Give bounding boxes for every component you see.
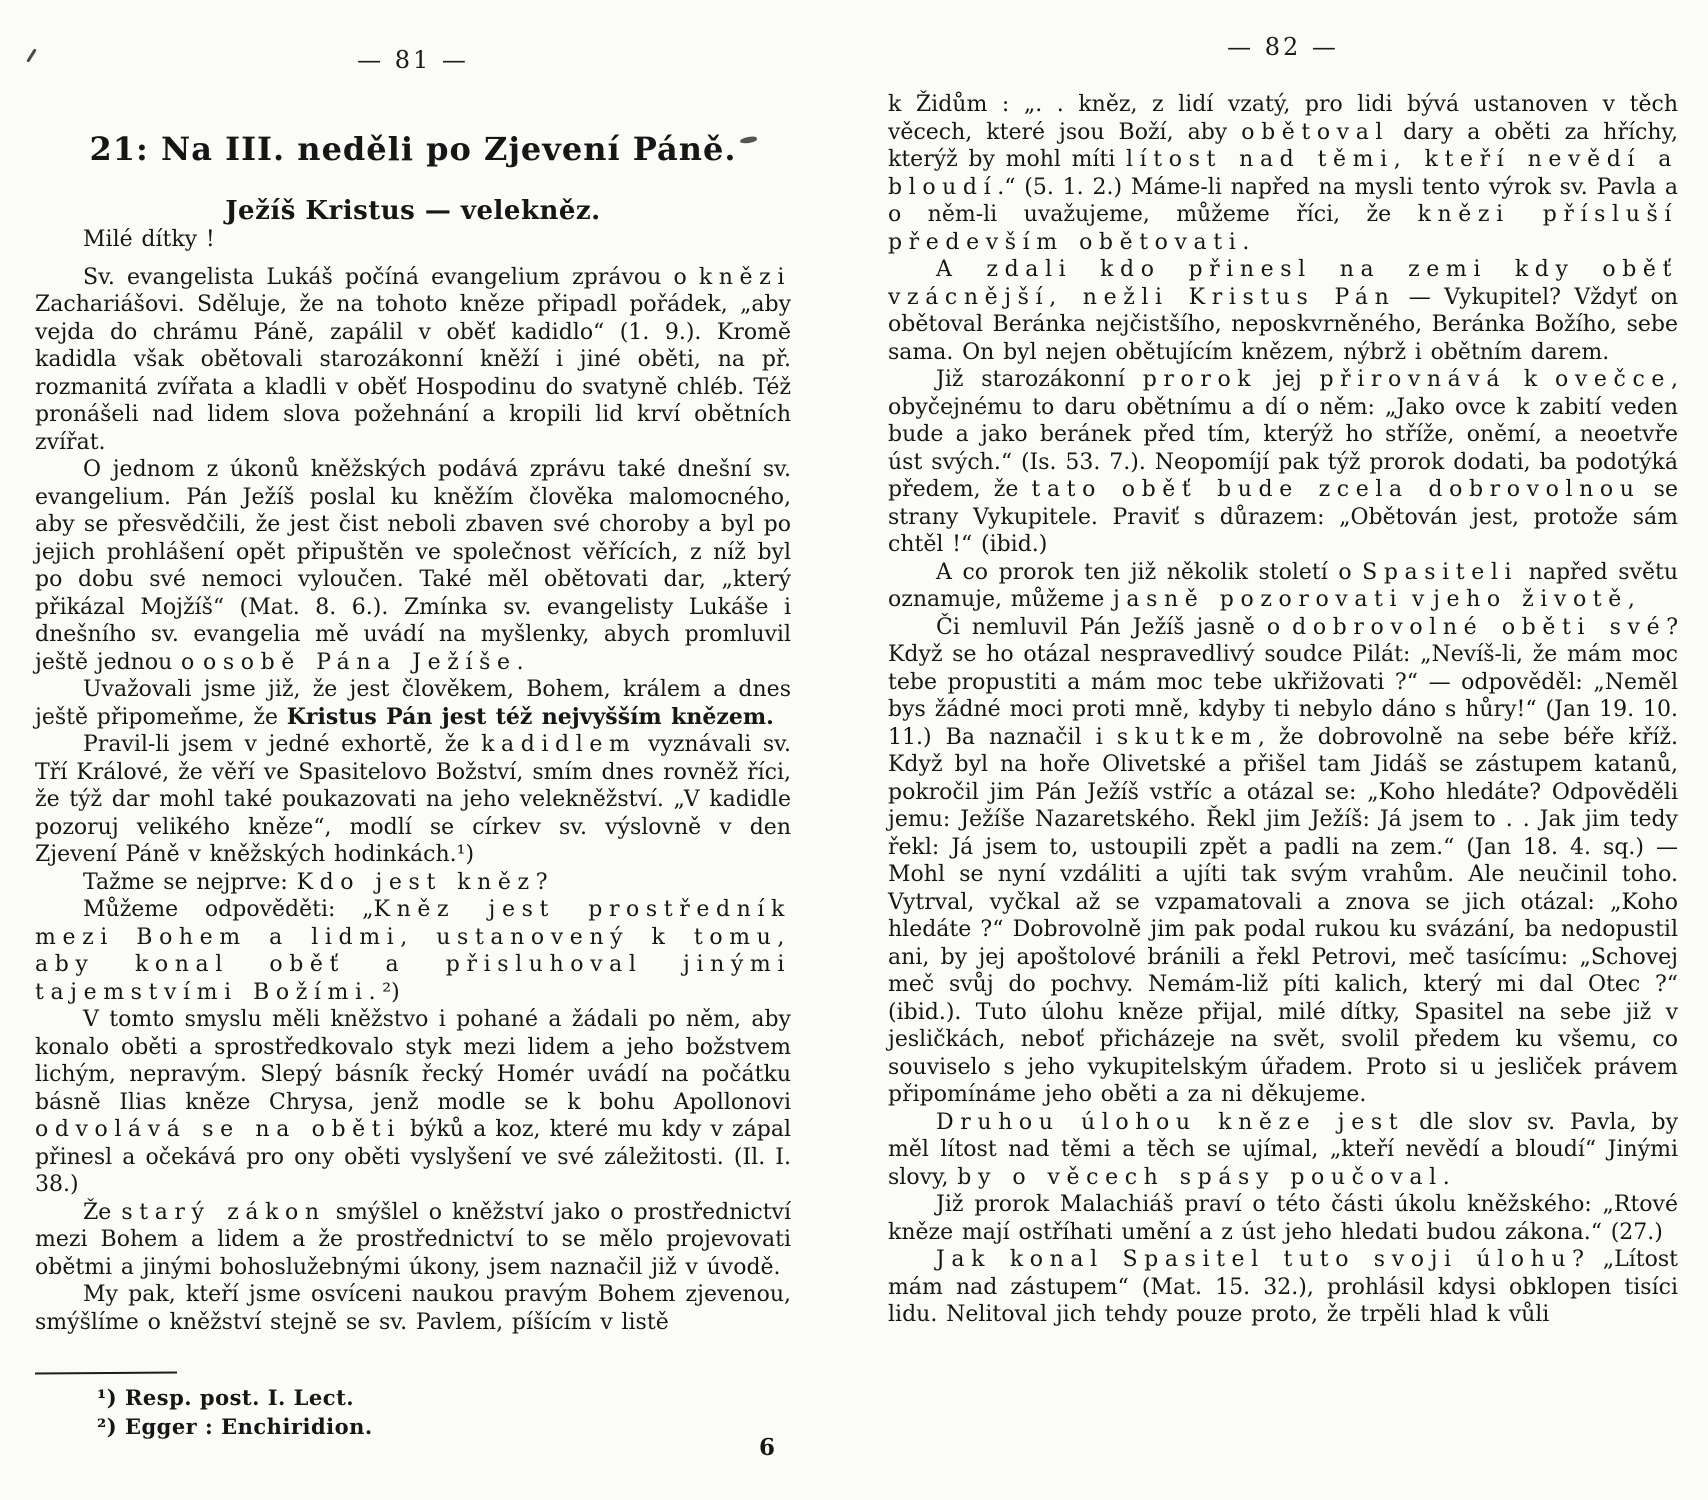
text-run: smýšlel o kněžství jako o prostřednictví mezi Bohem a lidem a že prostřednictví to se mělo projevovati obětmi a jinými bohoslužebnými úkony, jsem naznačil již v úvodě. bbox=[35, 1199, 792, 1280]
footnote-1: ¹) Resp. post. I. Lect. bbox=[97, 1385, 355, 1410]
text-run: Zachariášovi. Sděluje, že na tohoto kněze připadl pořádek, „aby vejda do chrámu Páně, zapálil v oběť kadidlo“ (1. 9.). Kromě kadidla však obětovali starozákonní kněží i jiné oběti, na př. rozmanitá zvířata a kladli v oběť Hospodinu do svatyně chléb. Též pronášeli nad lidem slova požehnání a kropili lid krví obětních zvířat. bbox=[35, 292, 791, 455]
letterspaced-emphasis: starý zákon bbox=[121, 1199, 326, 1225]
letterspaced-emphasis: Kněz jest prostředník mezi Bohem a lidmi, ustanovený k tomu, aby konal oběť a přisluhoval jinými tajemstvími Božími. bbox=[35, 897, 791, 1005]
paragraph bbox=[35, 1281, 791, 1336]
chapter-subtitle: Ježíš Kristus — velekněz. bbox=[225, 196, 601, 226]
text-run: napřed světu oznamuje, můžeme bbox=[888, 559, 1678, 612]
paragraph bbox=[888, 1109, 1678, 1192]
letterspaced-emphasis: dobrovolné oběti své bbox=[1292, 614, 1667, 640]
paragraph bbox=[35, 1199, 791, 1282]
text-run: v bbox=[1403, 587, 1434, 612]
text-run: Uvažovali jsme již, že jest člověkem, Bohem, králem a dnes ještě připomeňme, že bbox=[35, 677, 791, 730]
letterspaced-emphasis: odvolává se na oběti bbox=[35, 1117, 401, 1142]
letterspaced-emphasis: knězi přísluší především obětovati bbox=[888, 202, 1678, 255]
footnote-separator bbox=[35, 1372, 177, 1375]
chapter-title: 21: Na III. neděli po Zjevení Páně. bbox=[89, 130, 737, 168]
letterspaced-emphasis: jeho životě bbox=[1433, 587, 1628, 612]
text-run: . bbox=[1242, 229, 1250, 255]
paragraph bbox=[888, 256, 1678, 366]
paragraph bbox=[35, 896, 791, 1006]
letterspaced-emphasis: prorok bbox=[1142, 367, 1258, 392]
page-81 bbox=[35, 0, 791, 1500]
letterspaced-emphasis: Druhou úlohou kněze jest bbox=[936, 1109, 1405, 1135]
page-81-body bbox=[35, 264, 791, 1337]
text-run: k Židům : „. . kněz, z lidí vzatý, pro lidi bývá ustanoven v těch věcech, které jsou Boží, aby bbox=[888, 92, 1678, 145]
paragraph bbox=[35, 264, 791, 457]
paragraph bbox=[35, 456, 791, 676]
text-run: dle slov sv. Pavla, by měl lítost nad těmi a těch se ujímal, „kteří nevědí a bloudí“ Jinými slovy, bbox=[888, 1109, 1679, 1190]
paragraph bbox=[35, 731, 791, 869]
text-run: .“ (5. 1. 2.) Máme-li napřed na mysli tento výrok sv. Pavla a o něm-li uvažujeme, můžeme říci, že bbox=[888, 174, 1678, 227]
letterspaced-emphasis: tato oběť bude zcela dobrovolnou bbox=[1031, 477, 1641, 502]
text-run: . bbox=[1442, 1164, 1450, 1190]
text-run: A co prorok ten již několik století o bbox=[936, 559, 1363, 585]
text-run: jej bbox=[1257, 367, 1320, 392]
page-number-left: — 81 — bbox=[357, 46, 469, 74]
letterspaced-emphasis: lítost nad těmi, kteří nevědí a bloudí bbox=[888, 147, 1678, 200]
letterspaced-emphasis: Jak konal Spasitel tuto svoji úlohu? bbox=[936, 1247, 1591, 1272]
paragraph bbox=[888, 91, 1678, 256]
text-run: , obyčejnému to daru obětnímu a dí o něm: „Jako ovce k zabití veden bude a jako beránek před tím, kterýž ho stříže, oněmí, a neoetvře úst svých.“ (Is. 53. 7.). Neopomíjí pak týž prorok dodati, ba podotýká předem, že bbox=[888, 367, 1678, 502]
paragraph bbox=[35, 676, 791, 731]
text-run: Že bbox=[83, 1199, 122, 1225]
bold-emphasis: Kristus Pán jest též nejvyšším knězem. bbox=[286, 703, 774, 730]
letterspaced-emphasis: jasně pozorovati bbox=[1113, 587, 1404, 612]
text-run: Pravil-li jsem v jedné exhortě, že bbox=[83, 732, 482, 757]
text-run: Již prorok Malachiáš praví o této části úkolu kněžského: „Rtové kněze mají ostříhati umění a z úst jeho hledati budou zákona.“ (27.) bbox=[888, 1192, 1678, 1245]
text-run: V tomto smyslu měli kněžstvo i pohané a žádali po něm, aby konalo oběti a sprostředkovalo styk mezi lidem a jeho božstvem lichým, nepravým. Slepý básník řecký Homér uvádí na počátku básně Ilias kněze Chrysa, jenž modle se k bohu Apollonovi bbox=[35, 1007, 791, 1115]
text-run: Již starozákonní bbox=[936, 367, 1143, 392]
signature-mark: 6 bbox=[759, 1434, 776, 1461]
text-run: dary a oběti za hříchy, kterýž by mohl míti bbox=[888, 119, 1679, 172]
paragraph bbox=[888, 559, 1678, 614]
footnote-block bbox=[35, 1372, 791, 1441]
text-run: Sv. evangelista Lukáš počíná evangelium zprávou o bbox=[83, 264, 699, 290]
paragraph bbox=[888, 614, 1678, 1109]
page-number-right: — 82 — bbox=[1227, 33, 1339, 61]
text-run: , bbox=[1627, 587, 1635, 612]
text-run: ²) bbox=[382, 979, 400, 1005]
text-run: , že dobrovolně na sebe béře kříž. Když byl na hoře Olivetské a přišel tam Jidáš se zástupem katanů, pokročil jim Pán Ježíš vstříc a otázal se: „Koho hledáte? Odpověděli jemu: Ježíše Nazaretského. Řekl jim Ježíš: Já jsem to . . Jak jim tedy řekl: Já jsem to, ustoupili zpět a padli na zem.“ (Jan 18. 4. sq.) — Mohl se nyní vzdáliti a ujíti tak svým vrahům. Ale neučinil toho. Vytrval, vyčkal až se vzpamatovali a znova se jich otázal: „Koho hledáte ?“ Dobrovolně jim pak podal rukou ku svázání, ba nedopustil ani, by jej apoštolové bránili a řekl Petrovi, meč tasícímu: „Schovej meč svůj do pochvy. Nemám-liž píti kalich, který mi dal Otec ?“ (ibid.). Tuto úlohu kněze přijal, milé dítky, Spasitel na sebe již v jesličkách, neboť přicházeje na svět, svolil předem ku všemu, co souviselo s jeho vykupitelským úřadem. Proto si u jesliček právem připomínáme jeho oběti a za ni děkujeme. bbox=[888, 724, 1678, 1107]
paragraph bbox=[35, 869, 791, 897]
text-run: Tažme se nejprve: bbox=[83, 869, 297, 895]
page-82 bbox=[888, 0, 1678, 1500]
letterspaced-emphasis: by o věcech spásy poučoval bbox=[957, 1164, 1443, 1190]
letterspaced-emphasis: přirovnává bbox=[1319, 367, 1507, 392]
text-run: — Vykupitel? Vždyť on obětoval Beránka nejčistšího, neposkvrněného, Beránka Božího, sebe sama. On byl nejen obětujícím knězem, nýbrž i obětním darem. bbox=[888, 284, 1678, 365]
text-run: „Lítost mám nad zástupem“ (Mat. 15. 32.), prohlásil kdysi obklopen tisíci lidu. Nelitoval jich tehdy pouze proto, že trpěli hlad k vůli bbox=[888, 1247, 1678, 1327]
footnote-2: ²) Egger : Enchiridion. bbox=[97, 1414, 373, 1439]
paragraph bbox=[888, 366, 1678, 559]
paragraph bbox=[888, 1191, 1678, 1246]
letterspaced-emphasis: ovečce bbox=[1555, 367, 1671, 392]
paragraph bbox=[888, 1246, 1678, 1329]
letterspaced-emphasis: osobě Pána Ježíše bbox=[203, 649, 517, 675]
letterspaced-emphasis: Spasiteli bbox=[1362, 559, 1519, 585]
text-run: Či nemluvil Pán Ježíš jasně o bbox=[936, 614, 1293, 640]
letterspaced-emphasis: A zdali kdo přinesl na zemi kdy oběť vzácnější, nežli Kristus Pán bbox=[888, 257, 1678, 310]
letterspaced-emphasis: skutkem bbox=[1116, 724, 1258, 750]
text-run: se strany Vykupitele. Praviť s důrazem: „Obětován jest, protože sám chtěl !“ (ibid.) bbox=[888, 477, 1678, 557]
text-run: ? Když se ho otázal nespravedlivý soudce Pilát: „Nevíš-li, že mám moc tebe propustiti a mám moc tebe ukřižovati ?“ — odpověděl: „Neměl bys žádné moci proti mně, kdyby ti nebylo dáno s hůry!“ (Jan 19. 10. 11.) Ba naznačil i bbox=[888, 614, 1678, 750]
paragraph bbox=[35, 1006, 791, 1199]
letterspaced-emphasis: Kdo jest kněz? bbox=[296, 869, 555, 895]
letterspaced-emphasis: obětoval bbox=[1241, 119, 1390, 145]
text-run: býků a koz, které mu kdy v zápal přinesl a očekává pro ony oběti vyslyšení ve své záležitosti. (Il. I. 38.) bbox=[35, 1117, 791, 1197]
page-82-body bbox=[888, 91, 1678, 1329]
letterspaced-emphasis: kadidlem bbox=[481, 732, 637, 757]
text-run: k bbox=[1506, 367, 1556, 392]
text-run: O jednom z úkonů kněžských podává zprávu také dnešní sv. evangelium. Pán Ježíš poslal ku kněžím člověka malomocného, aby se přesvědčili, že jest čist neboli zbaven své choroby a byl po jejich prohlášení opět připuštěn ve společnost věřících, z níž byl po dobu své nemoci vyloučen. Také měl obětovati dar, „který přikázal Mojžíš“ (Mat. 8. 6.). Zmínka sv. evangelisty Lukáše i dnešního sv. evangelia mě uvádí na myšlenky, abych promluvil ještě jednou o bbox=[35, 457, 791, 675]
text-run: vyznávali sv. Tří Králové, že věří ve Spasitelovo Božství, smím dnes rovněž říci, že týž dar mohl také poukazovati na jeho velekněžství. „V kadidle pozoruj velikého kněze“, modlí se církev sv. výslovně v den Zjevení Páně v kněžských hodinkách.¹) bbox=[35, 732, 791, 867]
text-run: . bbox=[516, 649, 524, 675]
letterspaced-emphasis: knězi bbox=[698, 264, 791, 290]
text-run: My pak, kteří jsme osvíceni naukou pravým Bohem zjevenou, smýšlíme o kněžství stejně se sv. Pavlem, píšícím v listě bbox=[35, 1282, 791, 1335]
salutation: Milé dítky ! bbox=[83, 227, 215, 252]
text-run: Můžeme odpověděti: „ bbox=[83, 897, 374, 922]
